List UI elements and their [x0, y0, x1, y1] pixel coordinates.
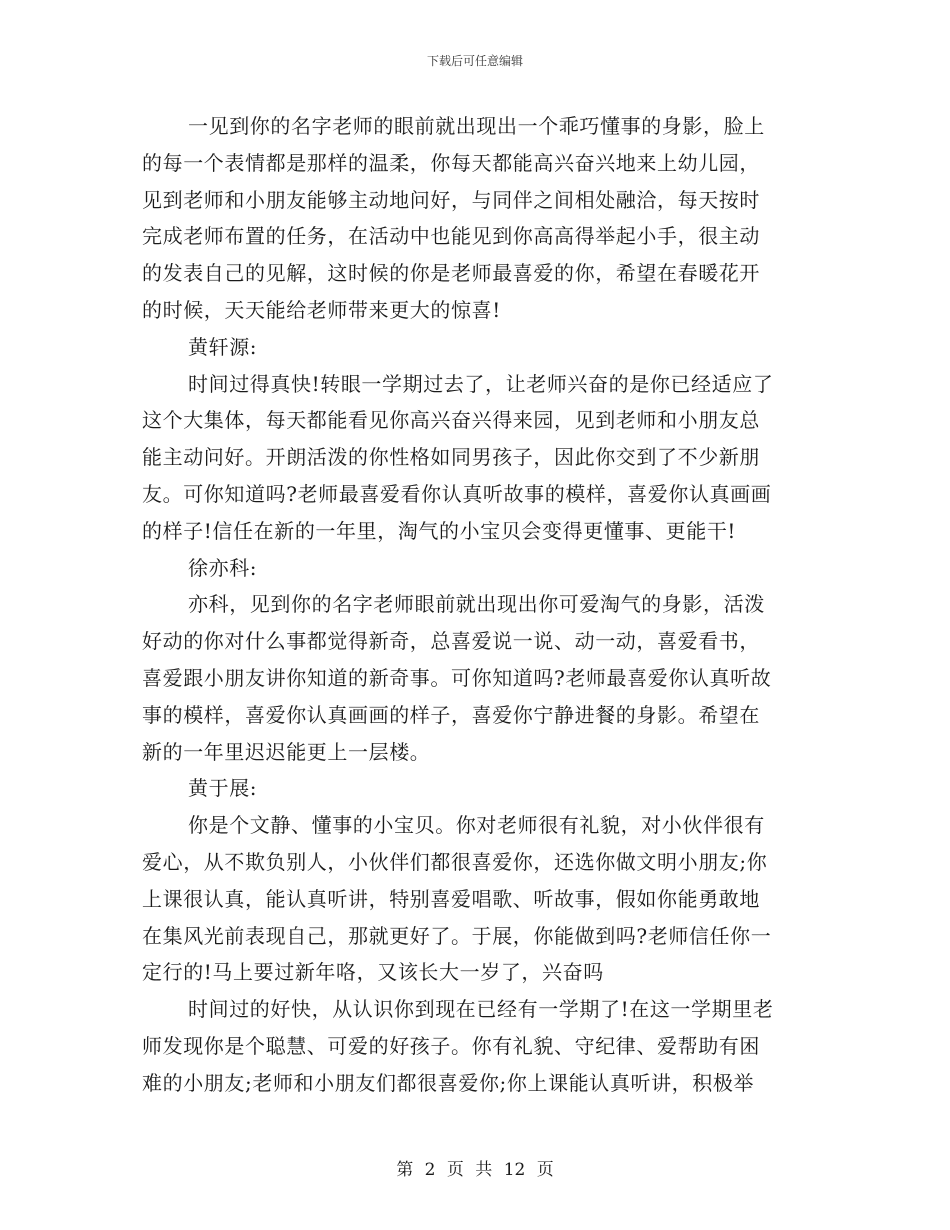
- text-line: 师发现你是个聪慧、可爱的好孩子。你有礼貌、守纪律、爱帮助有困: [142, 1033, 760, 1058]
- text-line: 完成老师布置的任务，在活动中也能见到你高高得举起小手，很主动: [142, 224, 760, 249]
- text-line: 你是个文静、懂事的小宝贝。你对老师很有礼貌，对小伙伴很有: [188, 813, 765, 838]
- text-line: 时间过得真快!转眼一学期过去了，让老师兴奋的是你已经适应了: [188, 371, 774, 396]
- text-line: 亦科，见到你的名字老师眼前就出现出你可爱淘气的身影，活泼: [188, 592, 765, 617]
- text-line: 友。可你知道吗?老师最喜爱看你认真听故事的模样，喜爱你认真画画: [142, 481, 772, 506]
- text-line: 的样子!信任在新的一年里，淘气的小宝贝会变得更懂事、更能干!: [142, 518, 737, 543]
- text-line: 的每一个表情都是那样的温柔，你每天都能高兴奋兴地来上幼儿园，: [142, 150, 760, 175]
- text-line: 新的一年里迟迟能更上一层楼。: [142, 739, 431, 764]
- text-line: 喜爱跟小朋友讲你知道的新奇事。可你知道吗?老师最喜爱你认真听故: [142, 665, 772, 690]
- text-line: 上课很认真，能认真听讲，特别喜爱唱歌、听故事，假如你能勇敢地: [142, 886, 760, 911]
- text-line: 定行的!马上要过新年咯，又该长大一岁了，兴奋吗: [142, 960, 604, 985]
- text-line: 黄于展:: [188, 776, 258, 801]
- text-line: 这个大集体，每天都能看见你高兴奋兴得来园，见到老师和小朋友总: [142, 408, 760, 433]
- text-line: 在集风光前表现自己，那就更好了。于展，你能做到吗?老师信任你一: [142, 923, 772, 948]
- text-line: 的时候，天天能给老师带来更大的惊喜!: [142, 297, 501, 322]
- text-line: 事的模样，喜爱你认真画画的样子，喜爱你宁静进餐的身影。希望在: [142, 702, 760, 727]
- text-line: 好动的你对什么事都觉得新奇，总喜爱说一说、动一动，喜爱看书，: [142, 629, 760, 654]
- text-line: 黄轩源:: [188, 334, 258, 359]
- page-number: 第 2 页 共 12 页: [396, 1160, 554, 1180]
- text-line: 能主动问好。开朗活泼的你性格如同男孩子，因此你交到了不少新朋: [142, 445, 760, 470]
- text-line: 爱心，从不欺负别人，小伙伴们都很喜爱你，还选你做文明小朋友;你: [142, 849, 768, 874]
- text-line: 时间过的好快，从认识你到现在已经有一学期了!在这一学期里老: [188, 997, 774, 1022]
- text-line: 徐亦科:: [188, 555, 258, 580]
- document-body: [142, 108, 814, 1102]
- text-line: 一见到你的名字老师的眼前就出现出一个乖巧懂事的身影，脸上: [188, 114, 765, 138]
- page-header-note: 下载后可任意编辑: [426, 54, 523, 68]
- text-line: 见到老师和小朋友能够主动地问好，与同伴之间相处融洽，每天按时: [142, 187, 760, 212]
- text-line: 的发表自己的见解，这时候的你是老师最喜爱的你，希望在春暖花开: [142, 261, 760, 286]
- text-line: 难的小朋友;老师和小朋友们都很喜爱你;你上课能认真听讲，积极举: [142, 1070, 755, 1095]
